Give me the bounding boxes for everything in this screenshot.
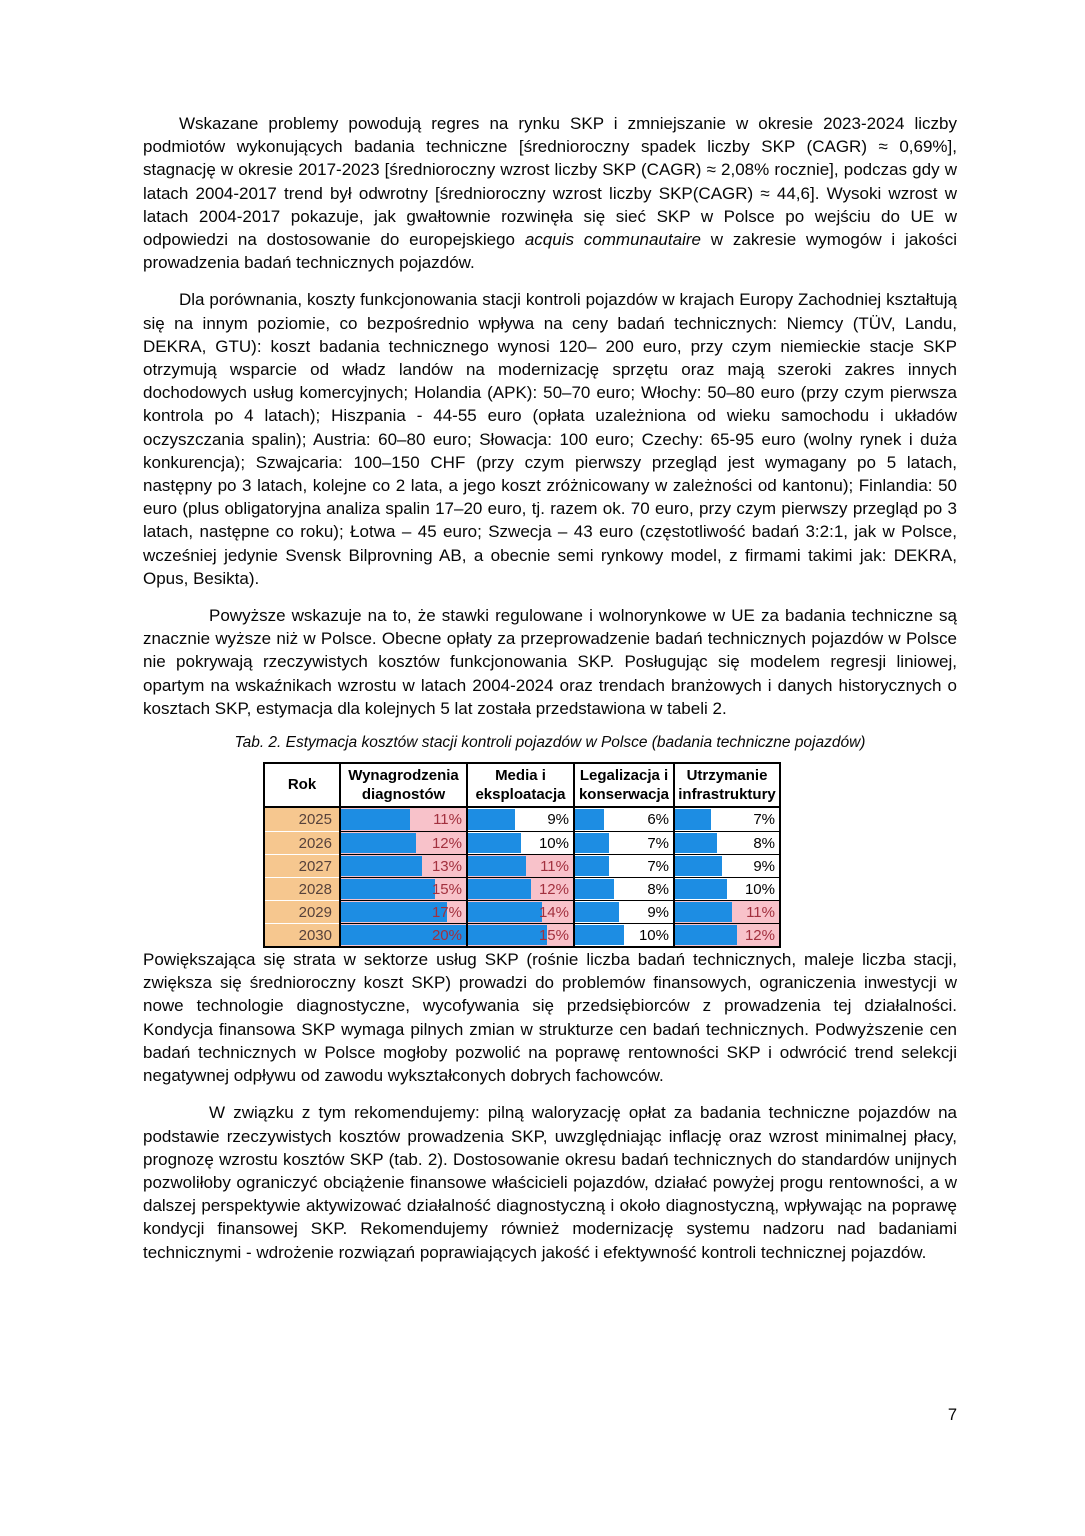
text-block — [143, 112, 957, 1278]
value-cell — [573, 831, 673, 854]
column-header-media: Media i eksploatacja — [466, 764, 573, 808]
data-bar — [341, 809, 410, 830]
cell-value: 17% — [431, 904, 462, 922]
cell-value: 14% — [538, 904, 569, 922]
cell-value: 8% — [753, 835, 775, 853]
value-cell — [673, 854, 779, 877]
cell-value: 6% — [647, 811, 669, 829]
year-cell: 2025 — [265, 808, 339, 831]
cell-value: 11% — [746, 904, 775, 922]
table-row — [265, 808, 779, 831]
cell-value: 8% — [647, 881, 669, 899]
value-cell — [339, 923, 466, 946]
page-number: 7 — [947, 1406, 957, 1424]
cell-value: 20% — [431, 927, 462, 945]
value-cell — [573, 808, 673, 831]
value-cell — [466, 877, 573, 900]
italic-phrase-acquis: acquis communautaire — [524, 230, 701, 250]
table-header-row — [265, 764, 779, 808]
data-bar — [468, 809, 515, 830]
value-cell — [673, 923, 779, 946]
cell-value: 9% — [647, 904, 669, 922]
cell-value: 10% — [638, 927, 669, 945]
data-bar — [468, 925, 547, 945]
table-caption: Tab. 2. Estymacja kosztów stacji kontroli pojazdów w Polsce (badania techniczne pojazdów) — [234, 734, 866, 752]
cell-value: 11% — [540, 858, 569, 876]
cell-value: 11% — [433, 811, 462, 829]
paragraph-financial-problems: Powiększająca się strata w sektorze usług SKP (rośnie liczba badań technicznych, maleje liczba stacji, zwiększa się średnioroczny koszt SKP) prowadzi do problemów finansowych, ograniczenia inwestycji w nowe technologie diagnostyczne, wycofywania się przedsiębiorców z prowadzenia tej działalności. Kondycja finansowa SKP wymaga pilnych zmian w strukturze cen badań technicznych. Podwyższenie cen badań technicznych w Polsce mogłoby pozwolić na poprawę rentowności SKP i odwrócić trend selekcji negatywnej odpływu od zawodu wykształconych dobrych fachowców. — [143, 950, 957, 1086]
value-cell — [339, 808, 466, 831]
value-cell — [573, 877, 673, 900]
value-cell — [466, 854, 573, 877]
cell-value: 12% — [744, 927, 775, 945]
value-cell — [573, 900, 673, 923]
data-bar — [468, 833, 521, 853]
table-body — [265, 808, 779, 946]
value-cell — [466, 808, 573, 831]
paragraph-text: w zakresie wymogów i jakości prowadzenia badań technicznych pojazdów. — [143, 230, 957, 273]
value-cell — [466, 831, 573, 854]
column-header-legalizacja: Legalizacja i konserwacja — [573, 764, 673, 808]
data-bar — [575, 925, 624, 945]
data-bar — [675, 925, 737, 945]
table-row — [265, 831, 779, 854]
cost-estimation-table — [263, 762, 781, 948]
data-bar — [675, 809, 711, 830]
data-bar — [575, 833, 609, 853]
data-bar — [468, 856, 526, 876]
year-cell: 2027 — [265, 854, 339, 877]
data-bar — [341, 879, 435, 899]
value-cell — [339, 900, 466, 923]
data-bar — [575, 856, 609, 876]
paragraph-eu-costs-comparison: Dla porównania, koszty funkcjonowania stacji kontroli pojazdów w krajach Europy Zachodniej kształtują się na innym poziomie, co bezpośrednio wpływa na ceny badań technicznych: Niemcy (TÜV, Landu, DEKRA, GTU): koszt badania technicznego wynosi 120– 200 euro, przy czym niemieckie stacje SKP otrzymują wsparcie od władz landów na modernizację sprzętu oraz mają szeroki zakres innych dochodowych usług komercyjnych; Holandia (APK): 50–70 euro; Włochy: 50–80 euro (przy czym pierwsza kontrola po 4 latach); Hiszpania - 44-55 euro (opłata uzależniona od wieku samochodu i układów oczyszczania spalin); Austria: 60–80 euro; Słowacja: 100 euro; Czechy: 65-95 euro (wolny rynek i duża konkurencja); Szwajcaria: 100–150 CHF (przy czym pierwszy przegląd jest wymagany po 5 latach, następny po 3 latach, kolejne co 2 lata, a jego koszt zróżnicowany w zależności od kantonu); Finlandia: 50 euro (plus obligatoryjna analiza spalin 17–20 euro, tj. razem ok. 70 euro, przy czym pierwszy przegląd po 3 latach, następne co roku); Łotwa – 45 euro; Szwecja – 43 euro (częstotliwość badań 3:2:1, jak w Polsce, wcześniej jedynie Svensk Bilprovning AB, a obecnie semi rynkowy model, z firmami takimi jak: DEKRA, Opus, Besikta). — [143, 290, 957, 588]
year-cell: 2026 — [265, 831, 339, 854]
paragraph-text: Wskazane problemy powodują regres na rynku SKP i zmniejszanie w okresie 2023-2024 liczby podmiotów wykonujących badania techniczne [średnioroczny spadek liczby SKP (CAGR) ≈ 0,69%], stagnację w okresie 2017-2023 [średnioroczny wzrost liczby SKP (CAGR) ≈ 2,08% rocznie], podczas gdy w latach 2004-2017 trend był odwrotny [średnioroczny wzrost liczby SKP(CAGR) ≈ 44,6]. Wysoki wzrost w latach 2004-2017 pokazuje, jak gwałtownie rozwinęła się sieć SKP w Polsce po wejściu do UE w odpowiedzi na dostosowanie do europejskiego — [143, 114, 957, 250]
table-row — [265, 854, 779, 877]
column-header-rok: Rok — [265, 764, 339, 808]
value-cell — [466, 900, 573, 923]
data-bar — [575, 879, 614, 899]
table-row — [265, 900, 779, 923]
year-cell: 2029 — [265, 900, 339, 923]
value-cell — [673, 808, 779, 831]
table-row — [265, 923, 779, 946]
cell-value: 7% — [647, 835, 669, 853]
value-cell — [339, 854, 466, 877]
paragraph-recommendations: W związku z tym rekomendujemy: pilną waloryzację opłat za badania techniczne pojazdów na podstawie rzeczywistych kosztów prowadzenia SKP, uwzględniając inflację oraz wzrost minimalnej płacy, prognozę wzrostu kosztów SKP (tab. 2). Dostosowanie okresu badań technicznych do standardów unijnych pozwoliłoby ograniczyć obciążenie finansowe właścicieli pojazdów, działać powyżej progu rentowności, a w dalszej perspektywie aktywizować działalność diagnostyczną i około diagnostyczną, wpływając na poprawę kondycji finansowej SKP. Rekomendujemy również modernizację systemu nadzoru nad badaniami technicznymi - wdrożenie rozwiązań poprawiających jakość i efektywność kontroli technicznej pojazdów. — [143, 1103, 957, 1262]
year-cell: 2030 — [265, 923, 339, 946]
data-bar — [341, 856, 422, 876]
cell-value: 7% — [753, 811, 775, 829]
paragraph-estimation-intro: Powyższe wskazuje na to, że stawki regulowane i wolnorynkowe w UE za badania techniczne są znacznie wyższe niż w Polsce. Obecne opłaty za przeprowadzenie badań technicznych pojazdów w Polsce nie pokrywają rzeczywistych kosztów funkcjonowania SKP. Posługując się modelem regresji liniowej, opartym na wskaźnikach wzrostu w latach 2004-2024 oraz trendach branżowych i danych historycznych o kosztach SKP, estymacja dla kolejnych 5 lat została przedstawiona w tabeli 2. — [143, 606, 957, 718]
data-bar — [675, 856, 722, 876]
table-row — [265, 877, 779, 900]
cell-value: 10% — [744, 881, 775, 899]
data-bar — [675, 833, 717, 853]
value-cell — [573, 854, 673, 877]
cell-value: 9% — [547, 811, 569, 829]
cell-value: 12% — [538, 881, 569, 899]
data-bar — [675, 879, 727, 899]
data-bar — [675, 902, 732, 922]
value-cell — [339, 831, 466, 854]
data-bar — [575, 809, 604, 830]
paragraph-skp-regress — [143, 112, 957, 274]
cell-value: 7% — [647, 858, 669, 876]
value-cell — [573, 923, 673, 946]
value-cell — [673, 877, 779, 900]
year-cell: 2028 — [265, 877, 339, 900]
cell-value: 10% — [538, 835, 569, 853]
cell-value: 13% — [431, 858, 462, 876]
value-cell — [466, 923, 573, 946]
data-bar — [341, 833, 416, 853]
cell-value: 9% — [753, 858, 775, 876]
data-bar — [468, 902, 542, 922]
cell-value: 15% — [431, 881, 462, 899]
value-cell — [673, 831, 779, 854]
column-header-utrzymanie: Utrzymanie infrastruktury — [673, 764, 779, 808]
data-bar — [468, 879, 531, 899]
value-cell — [339, 877, 466, 900]
data-bar — [575, 902, 619, 922]
cell-value: 15% — [538, 927, 569, 945]
cell-value: 12% — [431, 835, 462, 853]
column-header-wynagrodzenia: Wynagrodzenia diagnostów — [339, 764, 466, 808]
value-cell — [673, 900, 779, 923]
